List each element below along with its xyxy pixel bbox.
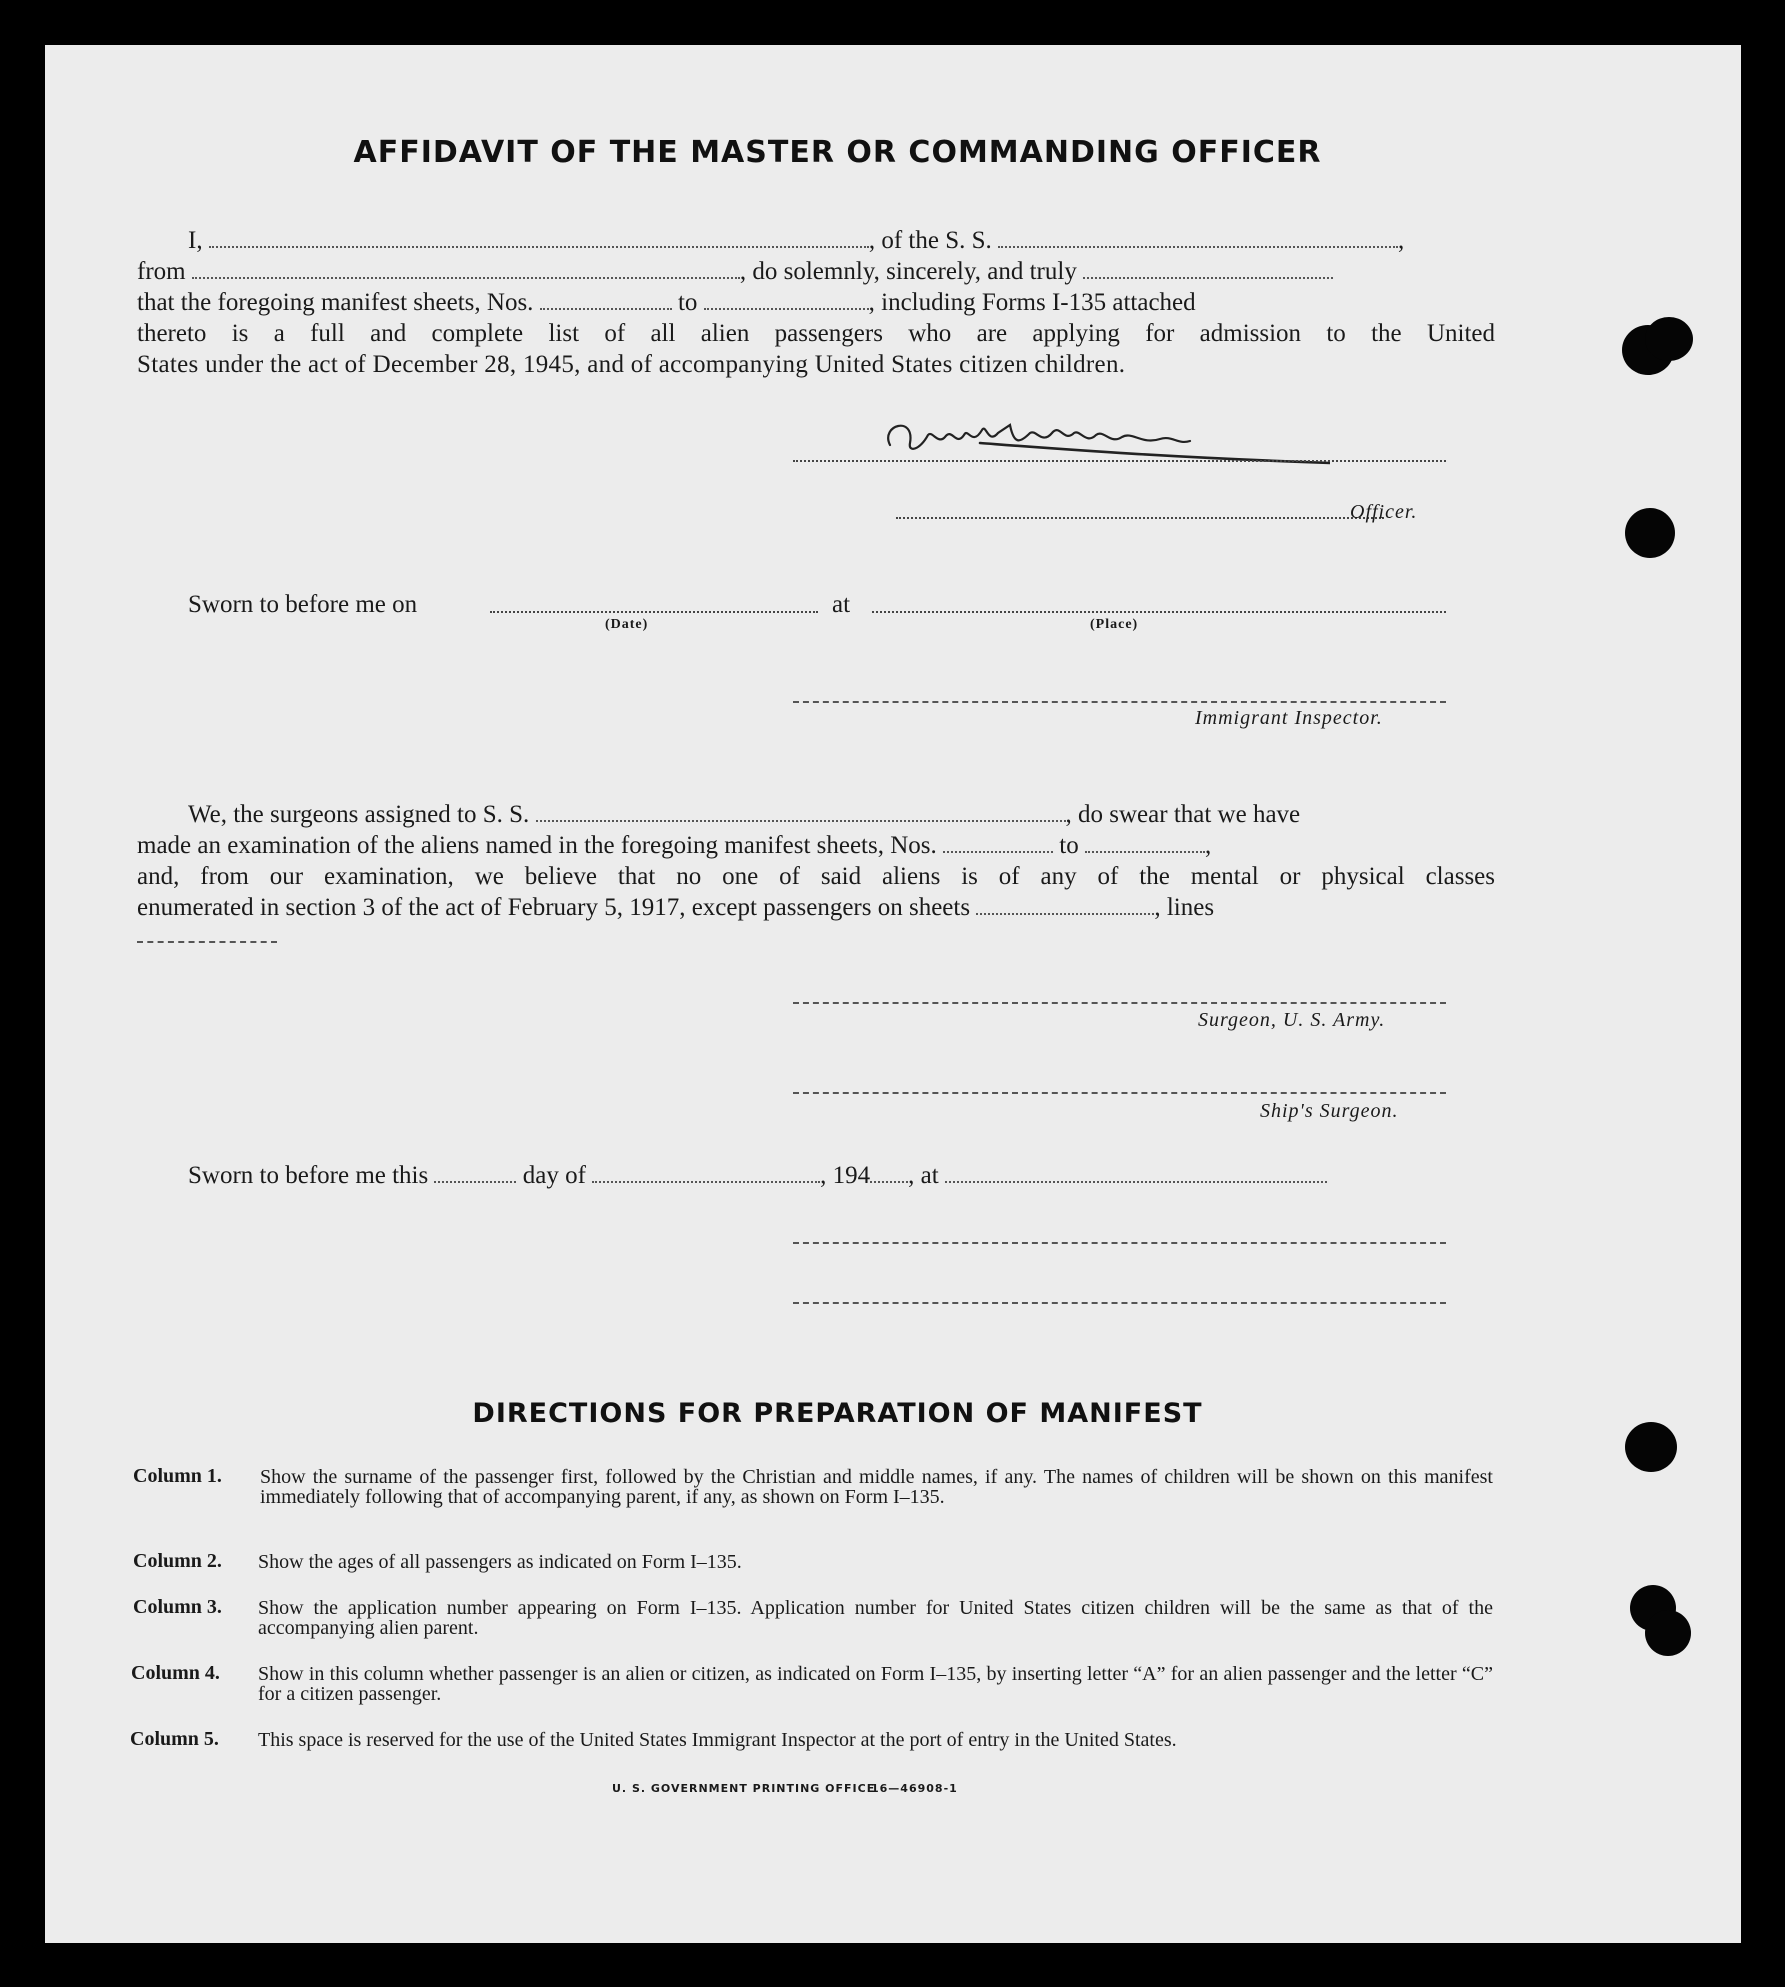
punch-hole-3	[1625, 1422, 1677, 1472]
sheets-from-field[interactable]	[540, 288, 672, 310]
officer-caption: Officer.	[1350, 501, 1418, 523]
affidavit-line-3a: that the foregoing manifest sheets, Nos.	[137, 289, 534, 316]
punch-hole-2	[1625, 508, 1675, 558]
signature-graphic	[860, 405, 1330, 465]
sworn-2-text-a: Sworn to before me this	[188, 1162, 429, 1189]
affidavit-title: AFFIDAVIT OF THE MASTER OR COMMANDING OFFICER	[353, 135, 1322, 170]
affidavit-line-5: States under the act of December 28, 1945, and of accompanying United States citizen children.	[137, 351, 1126, 378]
master-name-field[interactable]	[209, 226, 869, 248]
column-5-text: This space is reserved for the use of the United States Immigrant Inspector at the port of entry in the United States.	[258, 1729, 1177, 1751]
sworn-day-field[interactable]	[434, 1161, 516, 1183]
sworn-2-signature-line-1[interactable]	[793, 1242, 1446, 1244]
document-page	[45, 45, 1741, 1943]
column-4-text: Show in this column whether passenger is an alien or citizen, as indicated on Form I–135, by inserting letter “A” for an alien passenger and the letter “C” for a citizen passenger.	[258, 1663, 1493, 1705]
affidavit-line-1b: , of the S. S.	[868, 227, 992, 254]
from-port-field[interactable]	[192, 257, 740, 279]
surgeons-line-4	[137, 892, 1495, 923]
affidavit-line-1c: ,	[1398, 227, 1405, 254]
surgeons-line-4b: , lines	[1154, 894, 1215, 921]
inspector-signature-line[interactable]	[793, 701, 1446, 703]
surgeons-line-1a: We, the surgeons assigned to S. S.	[188, 801, 530, 828]
affidavit-line-3c: , including Forms I-135 attached	[868, 289, 1196, 316]
sworn-date-field[interactable]	[490, 611, 818, 613]
affidavit-line-3	[137, 287, 1495, 318]
sworn-month-field[interactable]	[592, 1161, 820, 1183]
place-caption: (Place)	[1090, 617, 1139, 632]
ship-name-field[interactable]	[998, 226, 1398, 248]
column-3-text: Show the application number appearing on Form I–135. Application number for United States citizen children will be the same as that of the accompanying alien parent.	[258, 1597, 1493, 1639]
affidavit-line-4: thereto is a full and complete list of all alien passengers who are applying for admission to the United	[137, 320, 1495, 347]
sworn-place-field[interactable]	[872, 611, 1446, 613]
date-caption: (Date)	[605, 617, 649, 632]
army-surgeon-line[interactable]	[793, 1002, 1446, 1004]
affidavit-line-3b: to	[677, 289, 698, 316]
surgeon-sheets-from-field[interactable]	[943, 831, 1053, 853]
sworn-2-text-c: , 194	[820, 1162, 871, 1189]
directions-title: DIRECTIONS FOR PREPARATION OF MANIFEST	[472, 1398, 1203, 1429]
sworn-1-text-b: at	[832, 591, 851, 618]
surgeons-line-2b: to	[1059, 832, 1079, 859]
printer-credit: U. S. GOVERNMENT PRINTING OFFICE	[612, 1782, 876, 1795]
surgeons-line-2	[137, 830, 1495, 861]
affidavit-line-2b: , do solemnly, sincerely, and truly	[739, 258, 1077, 285]
sworn-2-text-b: day of	[522, 1162, 586, 1189]
punch-hole-4b	[1645, 1610, 1691, 1656]
sworn-1-text-a: Sworn to before me on	[188, 591, 418, 618]
form-code: 16—46908-1	[871, 1782, 958, 1795]
affidavit-line-2a: from	[137, 258, 186, 285]
column-2-text: Show the ages of all passengers as indicated on Form I–135.	[258, 1551, 742, 1573]
column-3-label: Column 3.	[133, 1596, 222, 1618]
affidavit-line-2	[137, 256, 1495, 287]
except-sheets-field[interactable]	[976, 893, 1154, 915]
surgeons-line-2c: ,	[1204, 832, 1212, 859]
column-5-label: Column 5.	[130, 1728, 219, 1750]
surgeons-line-1b: , do swear that we have	[1065, 801, 1301, 828]
column-4-label: Column 4.	[131, 1662, 220, 1684]
ship-surgeon-line[interactable]	[793, 1092, 1446, 1094]
sworn-year-field[interactable]	[870, 1161, 908, 1183]
officer-line[interactable]	[896, 517, 1384, 519]
column-2-label: Column 2.	[133, 1550, 222, 1572]
punch-hole-1b	[1645, 317, 1693, 361]
surgeon-sheets-to-field[interactable]	[1085, 831, 1205, 853]
lines-continuation-field[interactable]	[137, 941, 277, 943]
surgeon-ship-field[interactable]	[536, 800, 1066, 822]
sworn-2-line	[188, 1160, 1495, 1191]
master-signature	[860, 405, 1330, 465]
army-surgeon-caption: Surgeon, U. S. Army.	[1198, 1009, 1386, 1031]
sheets-to-field[interactable]	[704, 288, 869, 310]
column-1-label: Column 1.	[133, 1465, 222, 1487]
affidavit-line-1	[188, 225, 1495, 256]
sworn-2-place-field[interactable]	[945, 1161, 1327, 1183]
signature-line-1[interactable]	[793, 460, 1446, 462]
inspector-caption: Immigrant Inspector.	[1195, 707, 1383, 729]
column-1-text: Show the surname of the passenger first, followed by the Christian and middle names, if any. The names of children will be shown on this manifest immediately following that of accompanying parent, if any, as shown on Form I–135.	[260, 1466, 1493, 1508]
affidavit-line-1a: I,	[188, 227, 203, 254]
surgeons-line-1	[188, 799, 1495, 830]
surgeons-line-3: and, from our examination, we believe that no one of said aliens is of any of the mental or physical classes	[137, 863, 1495, 890]
surgeons-line-2a: made an examination of the aliens named in the foregoing manifest sheets, Nos.	[137, 832, 937, 859]
ship-surgeon-caption: Ship's Surgeon.	[1260, 1100, 1399, 1122]
sworn-2-signature-line-2[interactable]	[793, 1302, 1446, 1304]
sworn-2-text-d: , at	[908, 1162, 939, 1189]
oath-continuation-field[interactable]	[1083, 257, 1333, 279]
surgeons-line-4a: enumerated in section 3 of the act of February 5, 1917, except passengers on sheets	[137, 894, 971, 921]
